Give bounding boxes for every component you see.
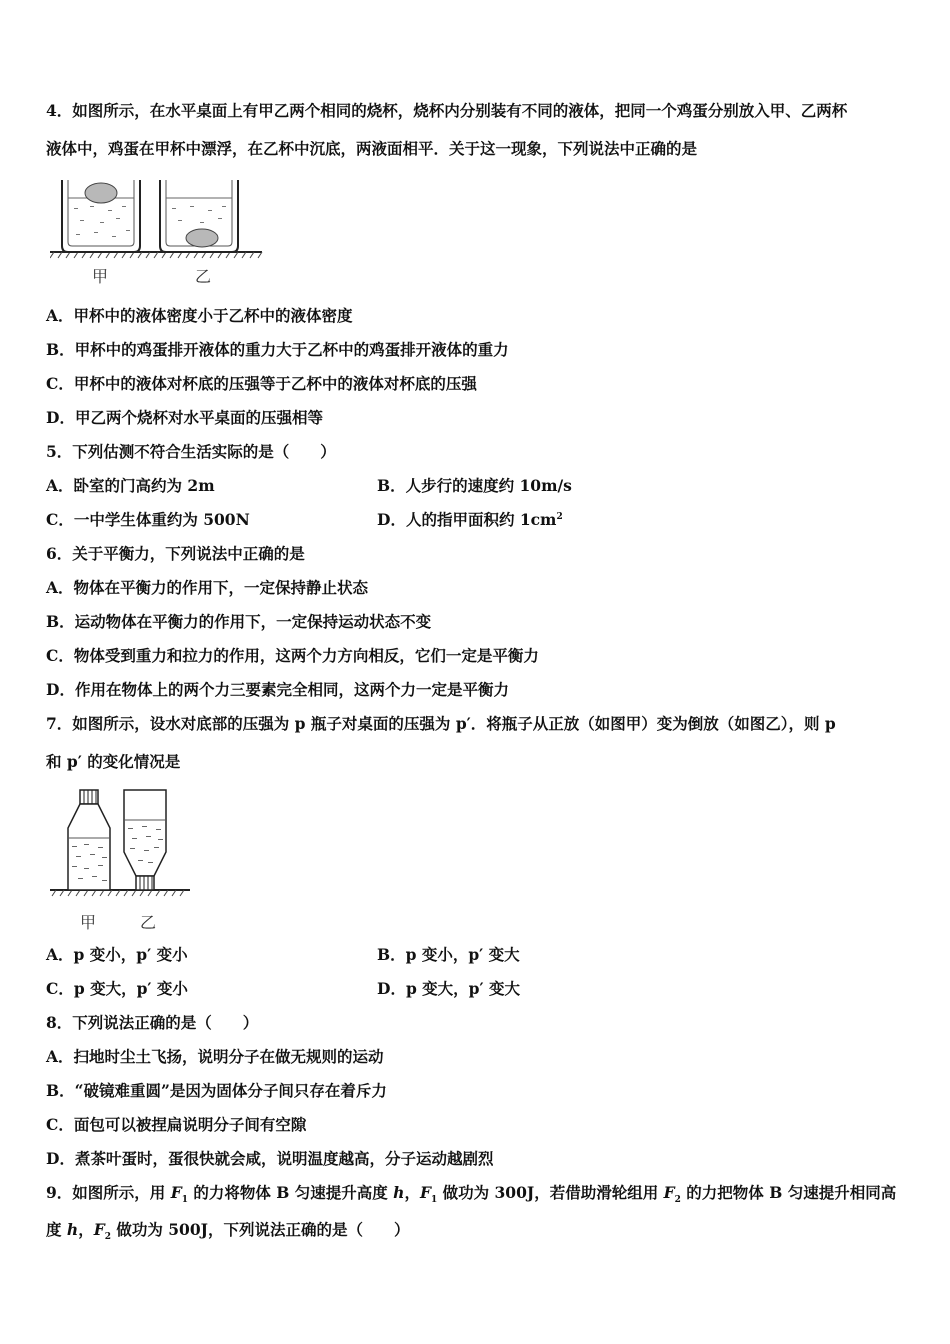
q9-sub-2b: 2 bbox=[104, 1232, 111, 1243]
q4-stem-line1: 4．如图所示，在水平桌面上有甲乙两个相同的烧杯，烧杯内分别装有不同的液体，把同一个鸡蛋分别放入甲、乙两杯 bbox=[46, 101, 848, 120]
q4-label-yi: 乙 bbox=[195, 267, 212, 286]
q4-option-a: A．甲杯中的液体密度小于乙杯中的液体密度 bbox=[46, 306, 353, 325]
q4-beakers-figure bbox=[50, 176, 265, 264]
q7-bottles-figure bbox=[50, 786, 200, 898]
q9-sub-1a: 1 bbox=[181, 1195, 188, 1206]
q7-option-d: D．p 变大，p′ 变大 bbox=[377, 979, 520, 998]
q7-label-jia: 甲 bbox=[80, 913, 97, 932]
q8-option-b: B．“破镜难重圆”是因为固体分子间只存在着斥力 bbox=[46, 1081, 387, 1100]
q8-stem: 8．下列说法正确的是（ ） bbox=[46, 1013, 259, 1032]
q5-option-b: B．人步行的速度约 10m/s bbox=[377, 476, 572, 495]
q5-option-d bbox=[377, 509, 563, 531]
q9-sub-2a: 2 bbox=[674, 1195, 681, 1206]
q9-f-3: F bbox=[663, 1183, 675, 1202]
q9-text-3: ， bbox=[404, 1183, 420, 1202]
q9-h-2: h bbox=[66, 1220, 79, 1239]
q8-option-a: A．扫地时尘土飞扬，说明分子在做无规则的运动 bbox=[46, 1047, 384, 1066]
q7-stem-line2: 和 p′ 的变化情况是 bbox=[46, 752, 181, 771]
q9-stem-line2 bbox=[46, 1219, 409, 1241]
q4-label-jia: 甲 bbox=[92, 267, 109, 286]
q4-option-d: D．甲乙两个烧杯对水平桌面的压强相等 bbox=[46, 408, 323, 427]
q7-option-c: C．p 变大，p′ 变小 bbox=[46, 979, 188, 998]
q6-option-b: B．运动物体在平衡力的作用下，一定保持运动状态不变 bbox=[46, 612, 432, 631]
q7-stem-line1: 7．如图所示，设水对底部的压强为 p 瓶子对桌面的压强为 p′．将瓶子从正放（如图甲）变为倒放（如图乙），则 p bbox=[46, 714, 836, 733]
q5-option-d-text: D．人的指甲面积约 1cm bbox=[377, 510, 557, 529]
q8-option-c: C．面包可以被捏扁说明分子间有空隙 bbox=[46, 1115, 307, 1134]
q5-option-a: A．卧室的门高约为 2m bbox=[46, 476, 215, 495]
q4-option-c: C．甲杯中的液体对杯底的压强等于乙杯中的液体对杯底的压强 bbox=[46, 374, 477, 393]
q9-stem-line1 bbox=[46, 1182, 896, 1204]
q7-option-b: B．p 变小，p′ 变大 bbox=[377, 945, 520, 964]
q7-label-yi: 乙 bbox=[140, 913, 157, 932]
q9-text-7: ， bbox=[78, 1220, 94, 1239]
q9-f-4: F bbox=[93, 1220, 105, 1239]
q6-option-d: D．作用在物体上的两个力三要素完全相同，这两个力一定是平衡力 bbox=[46, 680, 509, 699]
q4-option-b: B．甲杯中的鸡蛋排开液体的重力大于乙杯中的鸡蛋排开液体的重力 bbox=[46, 340, 509, 359]
q9-sub-1b: 1 bbox=[430, 1195, 438, 1206]
q9-text-5: 的力把物体 B 匀速提升相同高 bbox=[680, 1183, 897, 1202]
q9-text-4: 做功为 300J，若借助滑轮组用 bbox=[437, 1183, 664, 1202]
q9-text-2: 的力将物体 B 匀速提升高度 bbox=[187, 1183, 394, 1202]
q9-f-2: F bbox=[419, 1183, 431, 1202]
q5-option-c: C．一中学生体重约为 500N bbox=[46, 510, 250, 529]
q8-option-d: D．煮茶叶蛋时，蛋很快就会咸，说明温度越高，分子运动越剧烈 bbox=[46, 1149, 494, 1168]
q5-stem: 5．下列估测不符合生活实际的是（ ） bbox=[46, 442, 336, 461]
q5-option-d-sup: 2 bbox=[556, 511, 563, 522]
q9-text-6: 度 bbox=[46, 1220, 67, 1239]
q9-h-1: h bbox=[393, 1183, 405, 1202]
q4-stem-line2: 液体中，鸡蛋在甲杯中漂浮，在乙杯中沉底，两液面相平．关于这一现象，下列说法中正确的是 bbox=[46, 139, 698, 158]
q7-option-a: A．p 变小，p′ 变小 bbox=[46, 945, 188, 964]
q9-text-1: 9．如图所示，用 bbox=[46, 1183, 171, 1202]
q9-text-8: 做功为 500J，下列说法正确的是（ ） bbox=[110, 1220, 410, 1239]
q9-f-1: F bbox=[170, 1183, 182, 1202]
q6-option-c: C．物体受到重力和拉力的作用，这两个力方向相反，它们一定是平衡力 bbox=[46, 646, 539, 665]
q6-stem: 6．关于平衡力，下列说法中正确的是 bbox=[46, 544, 305, 563]
q6-option-a: A．物体在平衡力的作用下，一定保持静止状态 bbox=[46, 578, 369, 597]
